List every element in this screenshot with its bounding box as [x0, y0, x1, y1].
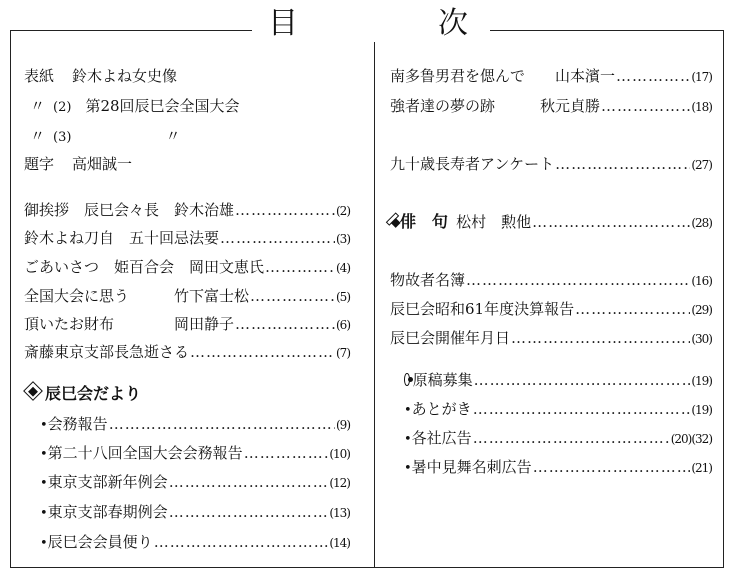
calligraphy-name: 高畑誠一: [72, 155, 133, 173]
section-item: [40, 414, 350, 436]
leader-dots: [474, 370, 691, 390]
section-item: [40, 472, 350, 494]
haiku-entry: [390, 212, 712, 233]
recruit-entry: [404, 370, 712, 391]
section-item: [40, 502, 350, 524]
leader-dots: [473, 399, 691, 419]
toc-entry-page: (20)(32): [670, 432, 712, 446]
leader-dots: [466, 270, 690, 290]
leader-dots: [533, 457, 691, 477]
toc-entry: [390, 270, 712, 291]
calligraphy-line: [24, 154, 132, 174]
leader-dots: [265, 257, 335, 277]
leader-dots: [511, 328, 690, 348]
cover-text-1: 鈴木よね女史像: [72, 67, 178, 85]
section-item-title: 第二十八回全国大会会務報告: [47, 444, 243, 462]
diamond-icon: [23, 381, 43, 401]
section-item-page: (10): [329, 447, 350, 461]
toc-entry: [404, 457, 712, 479]
toc-entry-title: 物故者名簿: [390, 271, 466, 289]
haiku-title: 俳 句: [399, 212, 448, 231]
leader-dots: [235, 314, 335, 334]
leader-dots: [154, 532, 329, 552]
toc-entry-page: (7): [336, 346, 350, 360]
leader-dots: [601, 96, 690, 116]
section-item: [40, 443, 350, 465]
toc-entry-title: 辰巳会昭和61年度決算報告: [390, 300, 575, 318]
toc-entry-page: (17): [691, 70, 712, 84]
toc-entry-title: 各社広告: [411, 429, 472, 447]
toc-entry-page: (30): [691, 332, 712, 346]
section-item-page: (12): [329, 476, 350, 490]
bullet-icon: •: [40, 418, 48, 433]
toc-entry-title: 御挨拶 辰巳会々長 鈴木治雄: [24, 201, 235, 219]
calligraphy-label: 題字: [24, 155, 55, 173]
toc-entry-page: (16): [691, 274, 712, 288]
bullet-icon: •: [40, 447, 48, 462]
toc-entry: [24, 200, 350, 221]
section-item-title: 辰巳会会員便り: [47, 533, 153, 551]
toc-entry: [390, 299, 712, 320]
toc-entry-page: (4): [336, 261, 350, 275]
haiku-author: 松村 勲他: [456, 213, 532, 231]
cover-line-3: [30, 126, 180, 148]
survey-entry: [390, 154, 712, 175]
leader-dots: [190, 342, 335, 362]
toc-entry: [404, 428, 712, 450]
ditto-mark: 〃: [165, 127, 181, 145]
toc-entry-title: 鈴木よね刀自 五十回忌法要: [24, 229, 220, 247]
toc-entry-page: (19): [691, 403, 712, 417]
leader-dots: [220, 228, 335, 248]
bullet-icon: •: [404, 403, 412, 418]
cover-line-2: [30, 96, 240, 118]
toc-entry-title: 強者達の夢の跡 秋元貞勝: [390, 97, 601, 115]
bullet-icon: •: [40, 506, 48, 521]
section-item-page: (14): [329, 536, 350, 550]
toc-entry-title: 辰巳会開催年月日: [390, 329, 511, 347]
toc-entry-page: (18): [691, 100, 712, 114]
toc-entry-page: (3): [336, 232, 350, 246]
recruit-title: 原稿募集: [412, 371, 473, 389]
toc-entry-page: (2): [336, 204, 350, 218]
leader-dots: [250, 286, 335, 306]
toc-entry-title: あとがき: [411, 400, 472, 418]
toc-entry: [24, 286, 350, 307]
toc-entry: [390, 328, 712, 349]
leader-dots: [109, 414, 335, 434]
leader-dots: [473, 428, 670, 448]
cover-num-3: (3): [53, 130, 72, 145]
toc-entry-page: (29): [691, 303, 712, 317]
leader-dots: [169, 502, 329, 522]
toc-entry: [24, 342, 350, 363]
column-divider: [374, 30, 375, 568]
section-item: [40, 532, 350, 554]
toc-entry: [24, 257, 350, 278]
toc-entry-title: 暑中見舞名刺広告: [411, 458, 532, 476]
toc-entry-title: ごあいさつ 姫百合会 岡田文恵氏: [24, 258, 265, 276]
toc-entry-title: 斎藤東京支部長急逝さる: [24, 343, 190, 361]
leader-dots: [235, 200, 335, 220]
toc-entry: [24, 228, 350, 249]
toc-entry-title: 全国大会に思う 竹下富士松: [24, 287, 250, 305]
toc-entry: [404, 399, 712, 421]
survey-page: (27): [691, 158, 712, 172]
ditto-mark: 〃: [30, 127, 46, 145]
toc-entry: [24, 314, 350, 335]
toc-entry-title: 頂いたお財布 岡田静子: [24, 315, 235, 333]
leader-dots: [244, 443, 329, 463]
leader-dots: [616, 66, 690, 86]
cover-line-1: [24, 66, 177, 86]
title-char-2: 次: [438, 6, 468, 41]
toc-entry: [390, 96, 712, 117]
section-item-title: 東京支部春期例会: [47, 503, 168, 521]
title-char-1: 目: [268, 6, 298, 41]
bullet-icon: •: [404, 432, 412, 447]
haiku-page: (28): [691, 216, 712, 230]
cover-num-2: (2): [53, 100, 72, 115]
cover-text-2: 第28回辰巳会全国大会: [85, 97, 240, 115]
section-heading: [26, 384, 141, 404]
section-heading-title: 辰巳会だより: [45, 384, 142, 403]
bullet-icon: •: [404, 461, 412, 476]
bullet-icon: •: [40, 536, 48, 551]
leader-dots: [575, 299, 690, 319]
toc-entry-page: (21): [691, 461, 712, 475]
section-item-page: (9): [336, 418, 350, 432]
cover-label: 表紙: [24, 67, 55, 85]
leader-dots: [532, 212, 690, 232]
leader-dots: [169, 472, 329, 492]
toc-entry-page: (5): [336, 290, 350, 304]
circled-dot-icon: [404, 373, 410, 386]
recruit-page: (19): [691, 374, 712, 388]
survey-title: 九十歳長寿者アンケート: [390, 155, 555, 173]
section-item-title: 会務報告: [47, 415, 108, 433]
toc-entry-page: (6): [336, 318, 350, 332]
section-item-page: (13): [329, 506, 350, 520]
toc-entry: [390, 66, 712, 87]
bullet-icon: •: [40, 476, 48, 491]
section-item-title: 東京支部新年例会: [47, 473, 168, 491]
ditto-mark: 〃: [30, 97, 46, 115]
leader-dots: [555, 154, 690, 174]
toc-entry-title: 南多鲁男君を偲んで 山本濱一: [390, 67, 616, 85]
